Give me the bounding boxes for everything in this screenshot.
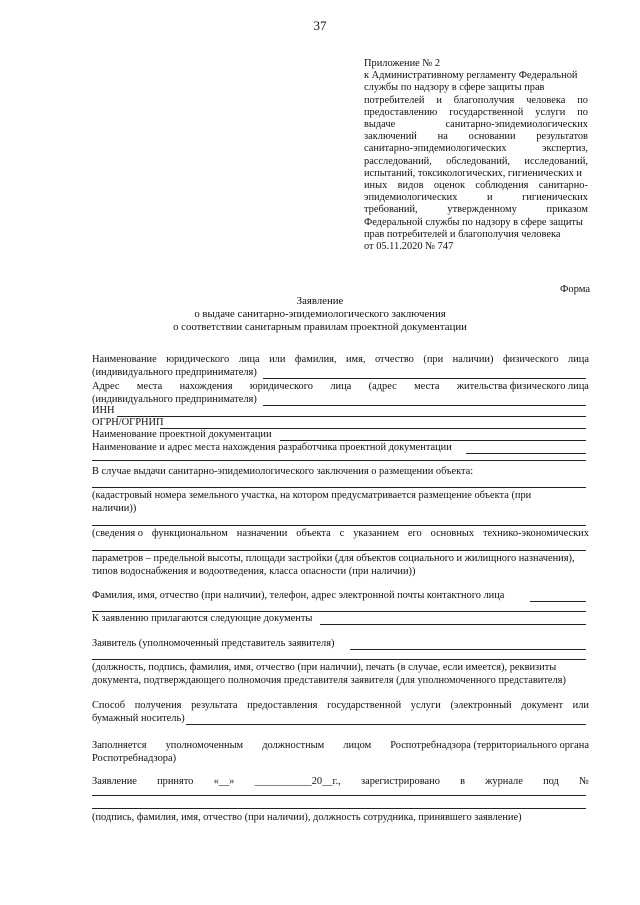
word: юридического <box>249 381 313 392</box>
params-label-cont: типов водоснабжения и водоотведения, класса опасности (при наличии)) <box>92 566 416 577</box>
appendix-word: государственной <box>449 106 524 118</box>
word: указанием <box>353 528 399 539</box>
word: Заполняется <box>92 740 147 751</box>
appendix-word: соблюдения <box>475 180 529 192</box>
appendix-word: санитарно-эпидемиологических <box>445 119 588 131</box>
word: (сведения о <box>92 528 143 539</box>
appendix-word: оценок <box>433 180 466 192</box>
method-field[interactable] <box>186 724 586 725</box>
word: имя, <box>346 354 366 365</box>
word: № <box>579 776 589 787</box>
word: услуги <box>410 700 441 711</box>
org-name-cont-text: (индивидуального предпринимателя) <box>92 367 257 378</box>
word: места <box>414 381 440 392</box>
appendix-word: испытаний, токсикологических, гигиенических и <box>364 167 582 179</box>
appendix-word: приказом <box>546 204 588 216</box>
word: предоставления <box>247 700 318 711</box>
applicant-label: Заявитель (уполномоченный представитель заявителя) <box>92 638 335 649</box>
accepted-label <box>92 775 589 788</box>
appendix-line <box>364 143 588 155</box>
appendix-word: выдаче <box>364 119 396 131</box>
address-label <box>92 380 589 393</box>
appendix-word: расследований, <box>364 155 432 167</box>
word: результата <box>191 700 238 711</box>
word: назначении <box>236 528 288 539</box>
appendix-line <box>364 82 588 94</box>
appendix-line <box>364 107 588 119</box>
developer-field[interactable] <box>466 453 586 454</box>
appendix-word: основании <box>468 131 516 143</box>
position-label: (должность, подпись, фамилия, имя, отчество (при наличии), печать (в случае, если имеется), реквизиты <box>92 662 557 673</box>
appendix-line <box>364 241 588 253</box>
org-name-field[interactable] <box>263 378 586 379</box>
word: функциональном <box>151 528 228 539</box>
attached-label: К заявлению прилагаются следующие документы <box>92 613 313 624</box>
word: или <box>269 354 286 365</box>
appendix-word: к Административному регламенту Федеральной <box>364 70 578 82</box>
inn-label: ИНН <box>92 405 115 416</box>
cadastral-label: (кадастровый номера земельного участка, на котором предусматривается размещение объекта (при <box>92 490 532 501</box>
appendix-word: службы по надзору в сфере защиты прав <box>364 82 545 94</box>
word: документ <box>521 700 563 711</box>
word: государственной <box>327 700 402 711</box>
word: Роспотребнадзора (территориального органа <box>390 740 589 751</box>
word: фамилия, <box>294 354 337 365</box>
word: технико-экономических <box>483 528 589 539</box>
word: лицом <box>343 740 372 751</box>
appendix-word: Приложение № 2 <box>364 58 441 69</box>
appendix-line <box>364 119 588 131</box>
ogrn-label: ОГРН/ОГРНИП <box>92 417 164 428</box>
appendix-line <box>364 204 588 216</box>
word: Наименование <box>92 354 157 365</box>
word: принято <box>157 776 194 787</box>
word: объекта <box>296 528 331 539</box>
word: Способ <box>92 700 126 711</box>
document-subtitle: о выдаче санитарно-эпидемиологического заключения <box>194 308 446 320</box>
signature-field[interactable] <box>92 808 586 809</box>
appendix-word: потребителей <box>364 94 425 106</box>
appendix-line <box>364 70 588 82</box>
word: лица <box>330 381 352 392</box>
word: под <box>543 776 559 787</box>
word: (при <box>423 354 444 365</box>
word: уполномоченным <box>165 740 244 751</box>
word: отчество <box>375 354 414 365</box>
applicant-field[interactable] <box>350 649 586 650</box>
appendix-line <box>364 131 588 143</box>
filled-by-label-cont: Роспотребнадзора) <box>92 753 177 764</box>
developer-label: Наименование и адрес места нахождения разработчика проектной документации <box>92 442 452 453</box>
word: журнале <box>485 776 523 787</box>
placement-heading: В случае выдачи санитарно-эпидемиологического заключения о размещении объекта: <box>92 466 474 477</box>
registration-field[interactable] <box>92 795 586 796</box>
word: Адрес <box>92 381 120 392</box>
params-label: параметров – предельной высоты, площади застройки (для объектов социального и жилищного назначения), <box>92 553 575 564</box>
appendix-word: санитарно-эпидемиологических <box>364 143 507 155</box>
appendix-block <box>364 58 588 253</box>
functional-label <box>92 527 589 540</box>
appendix-word: результатов <box>536 131 588 143</box>
document-title: Заявление <box>296 295 344 307</box>
appendix-line <box>364 229 588 241</box>
word: лица <box>238 354 260 365</box>
appendix-word: услуги <box>535 106 566 118</box>
word: основных <box>430 528 475 539</box>
word: юридического <box>166 354 230 365</box>
appendix-word: и <box>486 192 493 204</box>
cadastral-label-cont: наличии)) <box>92 503 137 514</box>
word: зарегистрировано <box>360 776 440 787</box>
appendix-word: эпидемиологических <box>364 192 458 204</box>
developer-field-2[interactable] <box>92 460 586 461</box>
appendix-word: экспертиз, <box>542 143 588 155</box>
method-label-cont: бумажный носитель) <box>92 713 185 724</box>
appendix-word: предоставлению <box>364 106 438 118</box>
applicant-field-2[interactable] <box>92 659 586 660</box>
page-number: 37 <box>313 18 327 33</box>
appendix-word: иных <box>364 180 388 192</box>
document-subtitle-2: о соответствии санитарным правилам проектной документации <box>173 321 467 333</box>
org-name-label <box>92 353 589 366</box>
word: должностным <box>262 740 325 751</box>
appendix-word: и <box>436 94 442 106</box>
appendix-word: Федеральной службы по надзору в сфере защиты <box>364 216 583 228</box>
appendix-word: на <box>437 131 448 143</box>
appendix-word: благополучия <box>453 94 515 106</box>
appendix-line <box>364 58 588 70</box>
word: нахождения <box>179 381 233 392</box>
appendix-word: требований, <box>364 204 418 216</box>
position-label-cont: документа, подтверждающего полномочия представителя заявителя (для уполномоченного представителя) <box>92 675 566 686</box>
appendix-word: заключений <box>364 131 417 143</box>
word: жительства физического лица <box>456 381 589 392</box>
appendix-word: исследований, <box>524 155 588 167</box>
project-doc-label: Наименование проектной документации <box>92 429 272 440</box>
contact-label: Фамилия, имя, отчество (при наличии), телефон, адрес электронной почты контактного лица <box>92 590 505 601</box>
functional-field[interactable] <box>92 525 586 526</box>
form-label: Форма <box>560 284 591 295</box>
method-label <box>92 699 589 712</box>
word: физического <box>502 354 559 365</box>
appendix-word: по <box>577 106 588 118</box>
word: с <box>339 528 345 539</box>
appendix-word: обследований, <box>446 155 511 167</box>
appendix-line <box>364 95 588 107</box>
word: или <box>572 700 589 711</box>
word: в <box>460 776 466 787</box>
appendix-word: прав потребителей и благополучия человека <box>364 228 561 240</box>
appendix-line <box>364 192 588 204</box>
appendix-line <box>364 156 588 168</box>
word: ___________20__г., <box>254 776 341 787</box>
signature-label: (подпись, фамилия, имя, отчество (при наличии), должность сотрудника, принявшего заявление) <box>92 812 522 823</box>
word: места <box>136 381 163 392</box>
appendix-line <box>364 168 588 180</box>
filled-by-label <box>92 739 589 752</box>
appendix-line <box>364 180 588 192</box>
appendix-word: санитарно- <box>538 180 588 192</box>
word: (электронный <box>450 700 512 711</box>
word: «__» <box>213 776 235 787</box>
contact-field[interactable] <box>530 601 586 602</box>
cadastral-field[interactable] <box>92 487 586 488</box>
word: наличии) <box>452 354 494 365</box>
params-field[interactable] <box>92 550 586 551</box>
address-cont-text: (индивидуального предпринимателя) <box>92 394 257 405</box>
appendix-word: утвержденному <box>447 204 517 216</box>
attached-field[interactable] <box>320 624 586 625</box>
word: Заявление <box>92 776 137 787</box>
appendix-word: от 05.11.2020 № 747 <box>364 241 454 253</box>
word: получения <box>134 700 182 711</box>
appendix-word: видов <box>397 180 424 192</box>
word: (адрес <box>368 381 397 392</box>
word: его <box>407 528 422 539</box>
appendix-word: человека <box>526 94 566 106</box>
word: лица <box>568 354 589 365</box>
appendix-word: по <box>577 94 588 106</box>
appendix-line <box>364 217 588 229</box>
appendix-word: гигиенических <box>522 192 588 204</box>
